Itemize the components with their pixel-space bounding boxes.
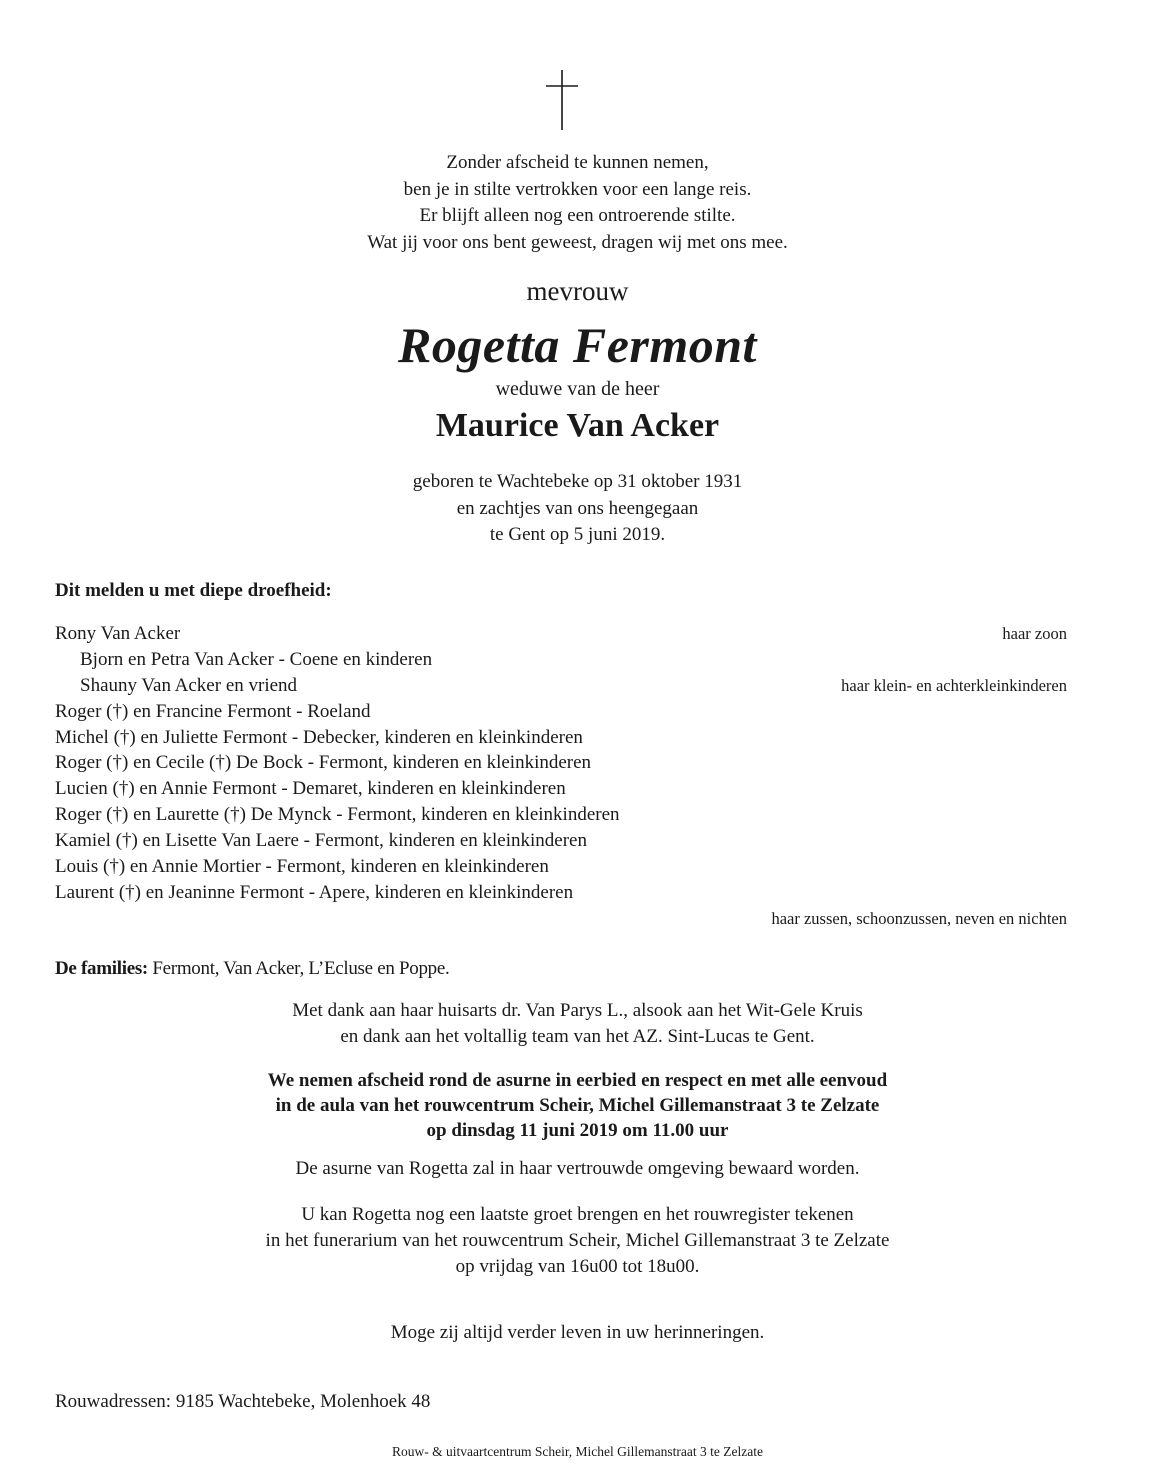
family-row (55, 699, 1067, 725)
families-label: De families: (55, 958, 148, 979)
footer-funeral-home: Rouw- & uitvaartcentrum Scheir, Michel Gillemanstraat 3 te Zelzate (392, 1444, 763, 1459)
urn-note: De asurne van Rogetta zal in haar vertrouwde omgeving bewaard worden. (295, 1158, 860, 1179)
family-row (55, 854, 1067, 880)
family-row (55, 906, 1067, 932)
family-name: Laurent (†) en Jeaninne Fermont - Apere, kinderen en kleinkinderen (55, 881, 574, 903)
closing-line: Moge zij altijd verder leven in uw herinneringen. (390, 1322, 765, 1343)
visit-line: in het funerarium van het rouwcentrum Scheir, Michel Gillemanstraat 3 te Zelzate (265, 1230, 890, 1251)
family-relation: haar klein- en achterkleinkinderen (841, 675, 1067, 695)
visit-line: U kan Rogetta nog een laatste groet brengen en het rouwregister tekenen (301, 1204, 854, 1225)
poem (0, 150, 1155, 256)
spouse-name: Maurice Van Acker (435, 407, 720, 444)
family-name: Michel (†) en Juliette Fermont - Debecker, kinderen en kleinkinderen (55, 726, 583, 748)
ceremony-line: We nemen afscheid rond de asurne in eerbied en respect en met alle eenvoud (267, 1070, 888, 1091)
family-name: Shauny Van Acker en vriend (80, 674, 298, 696)
family-row (55, 621, 1067, 647)
birth-death-info (0, 469, 1155, 549)
poem-line: Wat jij voor ons bent geweest, dragen wij met ons mee. (367, 231, 788, 253)
widow-of-line: weduwe van de heer (495, 378, 660, 400)
cross-icon (544, 70, 580, 130)
birth-line: geboren te Wachtebeke op 31 oktober 1931 (412, 471, 743, 492)
family-name: Louis (†) en Annie Mortier - Fermont, kinderen en kleinkinderen (55, 856, 549, 878)
families-text: Fermont, Van Acker, L’Ecluse en Poppe. (152, 958, 450, 979)
ceremony-line: op dinsdag 11 juni 2019 om 11.00 uur (426, 1120, 729, 1141)
family-row (55, 725, 1067, 751)
family-name: Kamiel (†) en Lisette Van Laere - Fermont, kinderen en kleinkinderen (55, 830, 587, 852)
family-row (55, 673, 1067, 699)
visit-block (0, 1202, 1155, 1280)
family-row (55, 647, 1067, 673)
family-name: Lucien (†) en Annie Fermont - Demaret, kinderen en kleinkinderen (55, 778, 566, 800)
announcement-heading: Dit melden u met diepe droefheid: (55, 580, 332, 601)
poem-line: Zonder afscheid te kunnen nemen, (446, 152, 709, 173)
families-line (55, 958, 449, 980)
mourning-address: Rouwadressen: 9185 Wachtebeke, Molenhoek 48 (55, 1391, 431, 1412)
family-name: Roger (†) en Francine Fermont - Roeland (55, 700, 371, 722)
family-relation: haar zoon (1002, 624, 1067, 643)
thanks-line: en dank aan het voltallig team van het AZ. Sint-Lucas te Gent. (340, 1026, 815, 1047)
poem-line: Er blijft alleen nog een ontroerende stilte. (419, 205, 736, 226)
ceremony-line: in de aula van het rouwcentrum Scheir, Michel Gillemanstraat 3 te Zelzate (275, 1095, 880, 1116)
family-row (55, 776, 1067, 802)
visit-line: op vrijdag van 16u00 tot 18u00. (455, 1256, 700, 1277)
family-name: Roger (†) en Laurette (†) De Mynck - Fermont, kinderen en kleinkinderen (55, 804, 620, 826)
family-list (55, 621, 1067, 932)
honorific: mevrouw (526, 276, 629, 306)
family-name: Roger (†) en Cecile (†) De Bock - Fermont, kinderen en kleinkinderen (55, 752, 592, 774)
poem-line: ben je in stilte vertrokken voor een lange reis. (403, 178, 752, 200)
family-name: Bjorn en Petra Van Acker - Coene en kinderen (80, 648, 433, 670)
family-name: Rony Van Acker (55, 623, 181, 644)
family-row (55, 828, 1067, 854)
birth-line: en zachtjes van ons heengegaan (456, 497, 699, 519)
family-row (55, 880, 1067, 906)
thanks-line: Met dank aan haar huisarts dr. Van Parys L., alsook aan het Wit-Gele Kruis (292, 1000, 863, 1021)
deceased-name: Rogetta Fermont (398, 317, 757, 373)
family-relation: haar zussen, schoonzussen, neven en nichten (771, 908, 1067, 928)
ceremony-block (0, 1068, 1155, 1143)
family-row (55, 750, 1067, 776)
family-row (55, 802, 1067, 828)
thanks-block (0, 998, 1155, 1050)
birth-line: te Gent op 5 juni 2019. (489, 524, 666, 545)
